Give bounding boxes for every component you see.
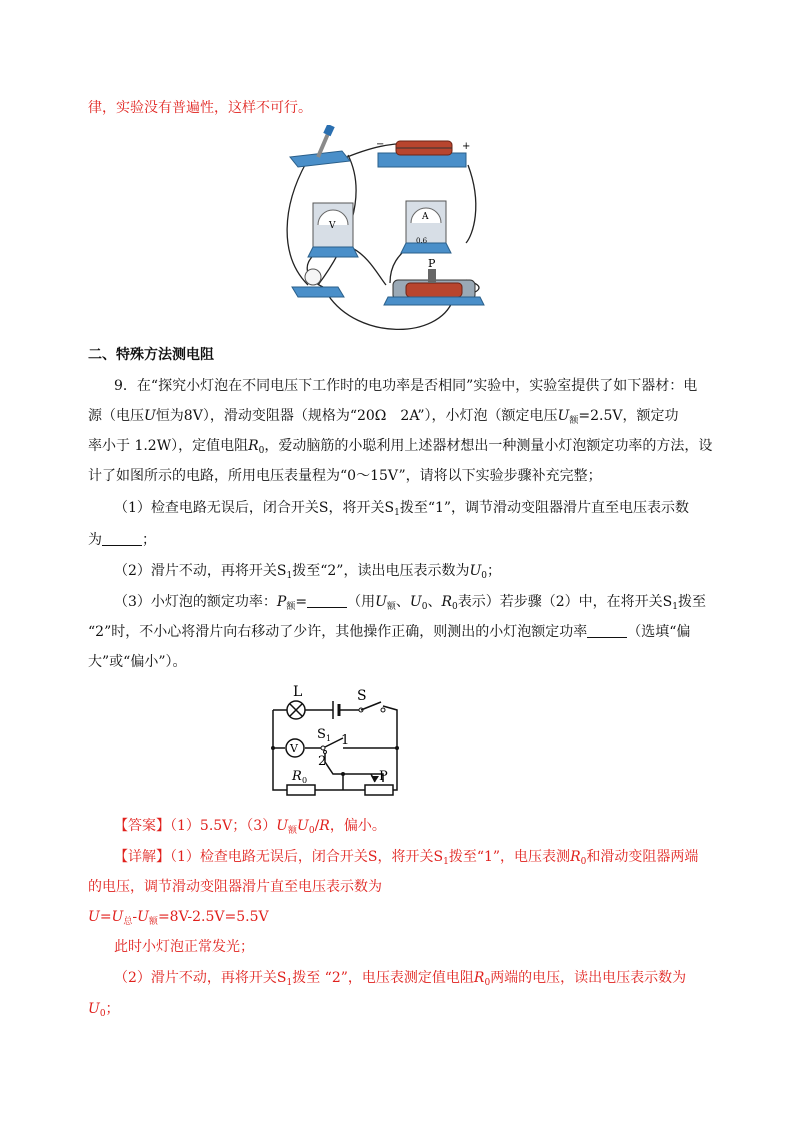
q9-line-3: 率小于 1.2W），定值电阻$R_0$，爱动脑筋的小聪利用上述器材想出一种测量小灯泡额定功率的方法，设 — [88, 438, 713, 456]
ammeter-label: A — [422, 212, 429, 222]
q9-line-4: 计了如图所示的电路，所用电压表量程为“0～15V”，请将以下实验步骤补充完整； — [88, 468, 602, 484]
label-r0: R — [292, 769, 302, 784]
apparatus-photo — [278, 125, 498, 337]
explain-line-5: （2）滑片不动，再将开关$S_1$拨至 “2”，电压表测定值电阻$R_0$两端的电压，读出电压表示数为 — [114, 970, 687, 988]
intro-line: 律，实验没有普遍性，这样不可行。 — [88, 100, 312, 116]
svg-text:1: 1 — [326, 734, 332, 743]
section-heading: 二、特殊方法测电阻 — [88, 347, 214, 363]
q9-line-1: 9．在“探究小灯泡在不同电压下工作时的电功率是否相同”实验中，实验室提供了如下器材：电 — [114, 378, 698, 394]
knife-switch-handle — [323, 125, 334, 136]
label-s1: S — [317, 727, 326, 742]
voltmeter-symbol — [286, 739, 304, 757]
q9-step-1-cont: 为 ； — [88, 532, 156, 548]
ammeter-scale: 0.6 — [416, 237, 428, 245]
answer-blank-3[interactable] — [587, 623, 627, 638]
slider-p-label: P — [428, 257, 436, 270]
rheostat-symbol — [365, 785, 393, 795]
answer-blank-2[interactable] — [307, 593, 347, 608]
voltmeter-symbol-label: V — [290, 742, 298, 755]
explain-formula: $U=U_总-U_额=8V-2.5V=5.5V$ — [88, 909, 269, 927]
q9-step-3-line-3: 大”或“偏小”）。 — [88, 654, 187, 670]
label-l: L — [293, 684, 303, 700]
q9-step-3-line-2: “2”时，不小心将滑片向右移动了少许，其他操作正确，则测出的小灯泡额定功率 （选填“偏 — [88, 624, 691, 640]
answer-line: 【答案】（1）5.5V；$(3)U_额U_0/R$，偏小。 — [114, 818, 386, 836]
label-p: P — [379, 769, 388, 784]
sliding-rheostat — [384, 257, 484, 305]
explain-line-6: $U_0$； — [88, 1001, 120, 1019]
q9-step-3: （3）小灯泡的额定功率：$P_额=$ （用$U_额$、$U_0$、$R_0$表示）若步骤（2）中，在将开关$S_1$拨至 — [114, 594, 706, 612]
answer-blank-1[interactable] — [102, 531, 142, 546]
label-1: 1 — [341, 733, 350, 748]
plus-label: + — [462, 141, 471, 152]
q9-step-1: （1）检查电路无误后，闭合开关S，将开关$S_1$拨至“1”，调节滑动变阻器滑片直至电压表示数 — [114, 500, 690, 518]
resistor-r0 — [287, 785, 315, 795]
explain-line-2: 的电压，调节滑动变阻器滑片直至电压表示数为 — [88, 879, 382, 895]
voltmeter-device — [308, 203, 358, 257]
svg-text:0: 0 — [302, 776, 308, 785]
q9-line-2: 源（电压U恒为8V），滑动变阻器（规格为“20Ω 2A”），小灯泡（额定电压$U_额=2.5V$，额定功 — [88, 408, 679, 426]
explain-line-1: 【详解】（1）检查电路无误后，闭合开关S，将开关$S_1$拨至“1”，电压表测$R_0$和滑动变阻器两端 — [114, 849, 699, 867]
minus-label: − — [376, 139, 385, 150]
ammeter-device — [401, 201, 451, 253]
q9-step-2: （2）滑片不动，再将开关$S_1$拨至“2”，读出电压表示数为$U_0$； — [114, 563, 502, 581]
explain-line-4: 此时小灯泡正常发光； — [114, 939, 254, 955]
label-2: 2 — [318, 754, 327, 769]
bulb-device — [292, 269, 344, 297]
label-s: S — [357, 688, 367, 704]
circuit-diagram — [265, 682, 415, 797]
voltmeter-label: V — [329, 221, 336, 231]
lamp-symbol — [287, 701, 305, 719]
